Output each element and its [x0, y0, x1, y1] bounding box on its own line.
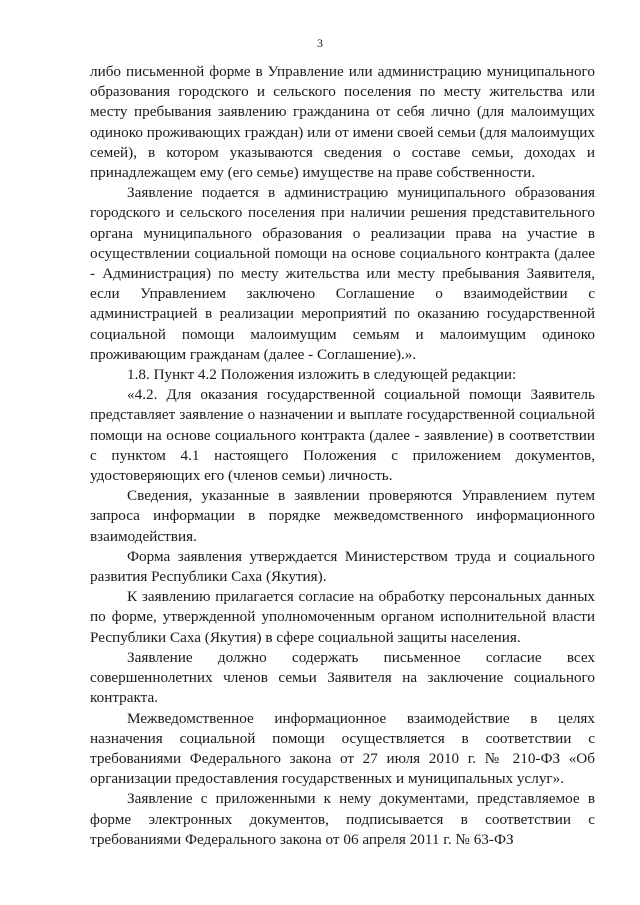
paragraph-3: 1.8. Пункт 4.2 Положения изложить в следующей редакции: [127, 366, 517, 384]
paragraph-8: Заявление должно содержать письменное согласие всех совершеннолетних членов семьи Заявителя на заключение социального контракта. [90, 648, 595, 707]
paragraph-6: Форма заявления утверждается Министерством труда и социального развития Республики Саха (Якутия). [90, 547, 595, 586]
paragraph-4: «4.2. Для оказания государственной социальной помощи Заявитель представляет заявление о назначении и выплате государственной социальной помощи на основе социального контракта (далее - заявление) в соответствии с пунктом 4.1 настоящего Положения с приложением документов, удостоверяющих его (членов семьи) личность. [90, 386, 595, 485]
document-body [90, 62, 595, 850]
page-number: 3 [317, 36, 323, 50]
paragraph-10: Заявление с приложенными к нему документами, представляемое в форме электронных документов, подписывается в соответствии с требованиями Федерального закона от 06 апреля 2011 г. № 63-ФЗ [90, 790, 595, 848]
paragraph-7: К заявлению прилагается согласие на обработку персональных данных по форме, утвержденной уполномоченным органом исполнительной власти Республики Саха (Якутия) в сфере социальной защиты населения. [90, 588, 595, 646]
paragraph-5: Сведения, указанные в заявлении проверяются Управлением путем запроса информации в порядке межведомственного информационного взаимодействия. [90, 487, 595, 545]
paragraph-9: Межведомственное информационное взаимодействие в целях назначения социальной помощи осуществляется в соответствии с требованиями Федерального закона от 27 июля 2010 г. № 210-ФЗ «Об организации предоставления государственных и муниципальных услуг». [90, 709, 595, 788]
paragraph-2: Заявление подается в администрацию муниципального образования городского и сельского поселения при наличии решения представительного органа муниципального образования о реализации права на участие в осуществлении социальной помощи на основе социального контракта (далее - Администрация) по месту жительства или месту пребывания Заявителя, если Управлением заключено Соглашение о взаимодействии с администрацией в реализации мероприятий по оказанию государственной социальной помощи малоимущим семьям и малоимущим одиноко проживающим гражданам (далее - Соглашение).». [90, 184, 595, 363]
paragraph-1: либо письменной форме в Управление или администрацию муниципального образования городского и сельского поселения по месту жительства или месту пребывания заявлению гражданина от себя лично (для малоимущих одиноко проживающих граждан) или от имени своей семьи (для малоимущих семей), в котором указываются сведения о составе семьи, доходах и принадлежащем ему (его семье) имуществе на праве собственности. [90, 63, 595, 182]
